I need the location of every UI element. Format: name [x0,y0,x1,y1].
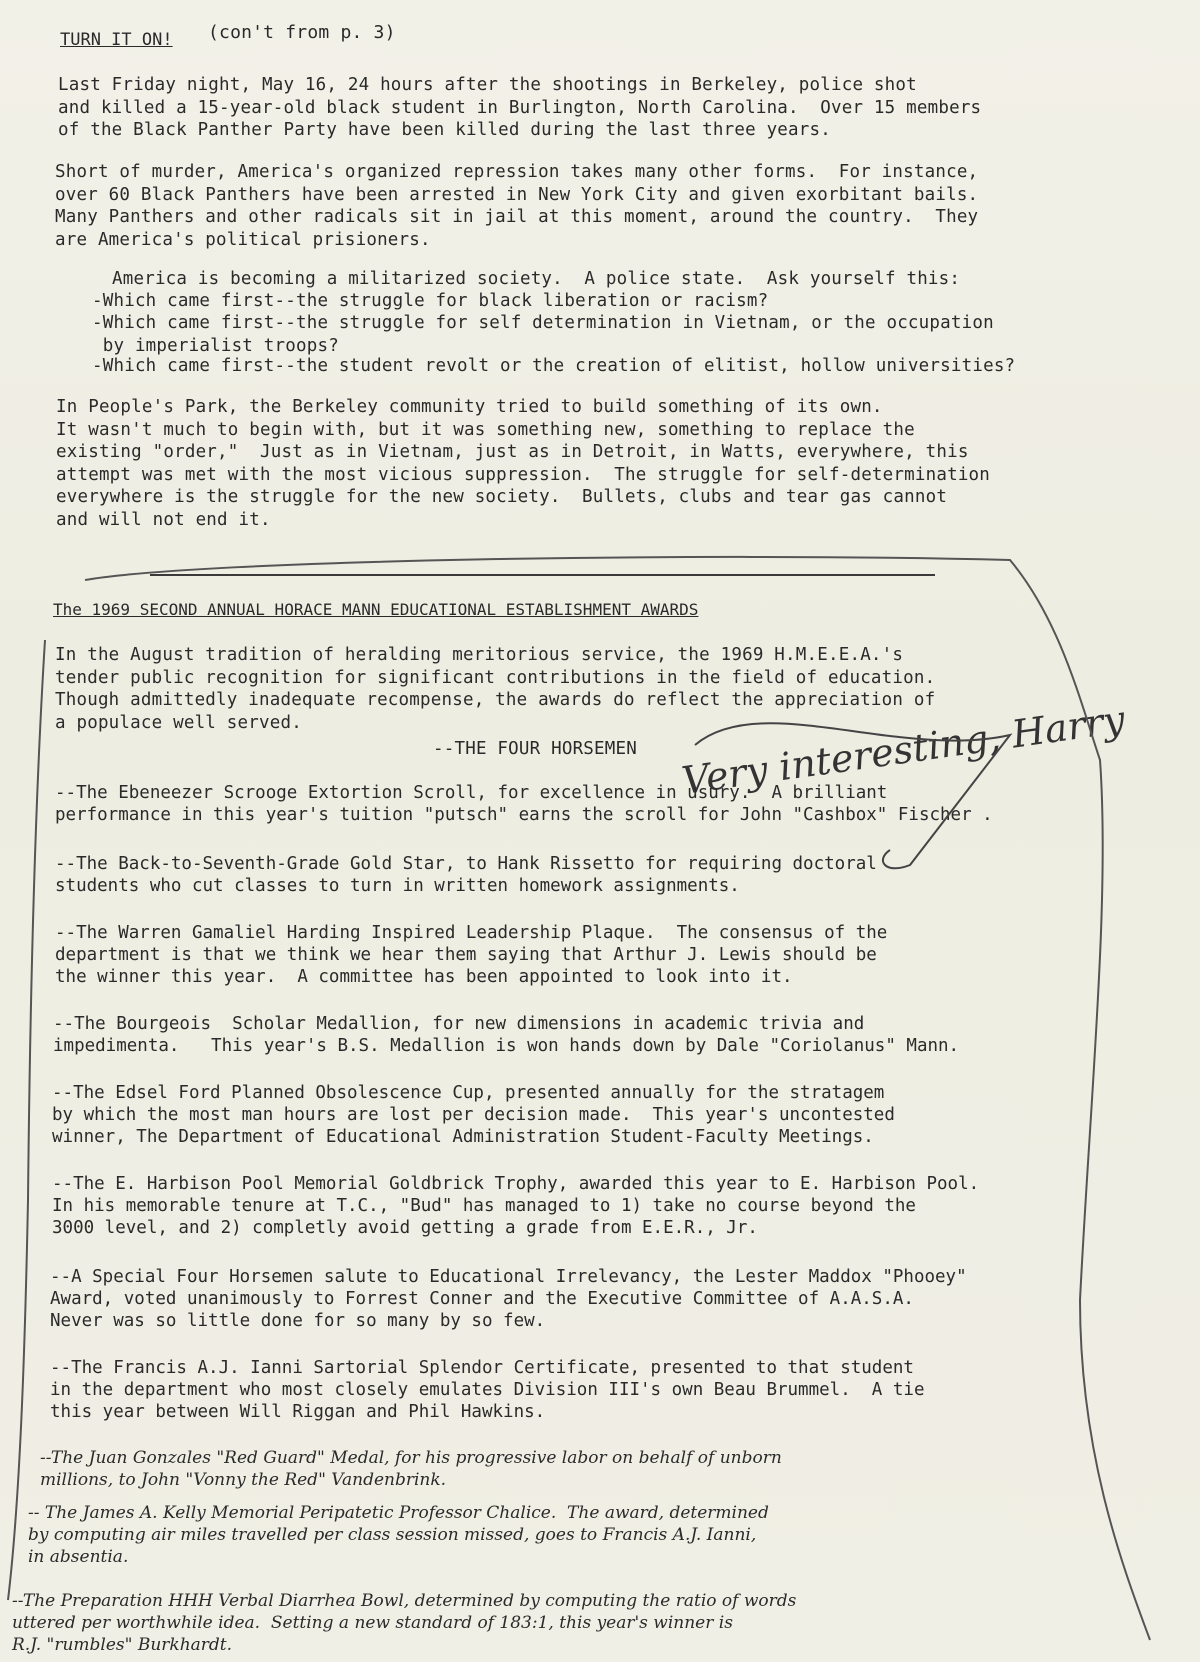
question-universities: -Which came first--the student revolt or the creation of elitist, hollow universities? [92,356,1016,376]
awards-title: The 1969 SECOND ANNUAL HORACE MANN EDUCATIONAL ESTABLISHMENT AWARDS [53,600,699,619]
award-item: --The Juan Gonzales "Red Guard" Medal, for his progressive labor on behalf of unborn millions, to John "Vonny the Red" Vandenbrink. [40,1448,782,1490]
award-item: --The Bourgeois Scholar Medallion, for new dimensions in academic trivia and impedimenta. This year's B.S. Medallion is won hands down by Dale "Coriolanus" Mann. [53,1014,960,1056]
award-item: --The Ebeneezer Scrooge Extortion Scroll, for excellence in usury. A brilliant performance in this year's tuition "putsch" earns the scroll for John "Cashbox" Fischer . [55,783,993,825]
awards-signature: --THE FOUR HORSEMEN [433,739,637,759]
paragraph-militarized: America is becoming a militarized society. A police state. Ask yourself this: [112,269,961,289]
section-title: TURN IT ON! [60,30,173,50]
award-item: --The E. Harbison Pool Memorial Goldbrick Trophy, awarded this year to E. Harbison Pool. In his memorable tenure at T.C., "Bud" has managed to 1) take no course beyond the 3000 level, and 2) completly avoid getting a grade from E.E.R., Jr. [52,1174,980,1238]
question-racism: -Which came first--the struggle for black liberation or racism? [92,291,769,311]
award-item: --The Preparation HHH Verbal Diarrhea Bowl, determined by computing the ratio of words uttered per worthwhile idea. Setting a new standard of 183:1, this year's winner is R.J. "rumbles" Burkhardt. [12,1591,797,1655]
award-item: --The Edsel Ford Planned Obsolescence Cup, presented annually for the stratagem by which the most man hours are lost per decision made. This year's uncontested winner, The Department of Educational Administration Student-Faculty Meetings. [52,1083,895,1147]
question-vietnam: -Which came first--the struggle for self determination in Vietnam, or the occupation by imperialist troops? [92,313,994,356]
continued-note: (con't from p. 3) [208,22,396,43]
award-item: --The Warren Gamaliel Harding Inspired Leadership Plaque. The consensus of the department is that we think we hear them saying that Arthur J. Lewis should be the winner this year. A committee has been appointed to look into it. [55,923,888,987]
paragraph-shootings: Last Friday night, May 16, 24 hours after the shootings in Berkeley, police shot and killed a 15-year-old black student in Burlington, North Carolina. Over 15 members of the Black Panther Party have been killed during the last three years. [58,75,982,140]
paragraph-peoples-park: In People's Park, the Berkeley community tried to build something of its own. It wasn't much to begin with, but it was something new, something to replace the existing "order," Just as in Vietnam, just as in Detroit, in Watts, everywhere, this attempt was met with the most vicious suppression. The struggle for self-determination everywhere is the struggle for the new society. Bullets, clubs and tear gas cannot and will not end it. [56,397,991,530]
award-item: -- The James A. Kelly Memorial Peripatetic Professor Chalice. The award, determined by computing air miles travelled per class session missed, goes to Francis A.J. Ianni, in absentia. [28,1503,769,1567]
handwritten-note: Very interesting, Harry [679,697,1128,803]
award-item: --The Back-to-Seventh-Grade Gold Star, to Hank Rissetto for requiring doctoral students who cut classes to turn in written homework assignments. [55,854,877,896]
section-divider [150,574,935,576]
award-item: --The Francis A.J. Ianni Sartorial Splendor Certificate, presented to that student in the department who most closely emulates Division III's own Beau Brummel. A tie this year between Will Riggan and Phil Hawkins. [50,1358,925,1422]
award-item: --A Special Four Horsemen salute to Educational Irrelevancy, the Lester Maddox "Phooey" Award, voted unanimously to Forrest Conner and the Executive Committee of A.A.S.A. Never was so little done for so many by so few. [50,1267,967,1331]
awards-intro: In the August tradition of heralding meritorious service, the 1969 H.M.E.E.A.'s tender public recognition for significant contributions in the field of education. Though admittedly inadequate recompense, the awards do reflect the appreciation of a populace well served. [55,645,936,733]
paragraph-repression: Short of murder, America's organized repression takes many other forms. For instance, over 60 Black Panthers have been arrested in New York City and given exorbitant bails. Many Panthers and other radicals sit in jail at this moment, around the country. They are America's political prisioners. [55,162,979,250]
